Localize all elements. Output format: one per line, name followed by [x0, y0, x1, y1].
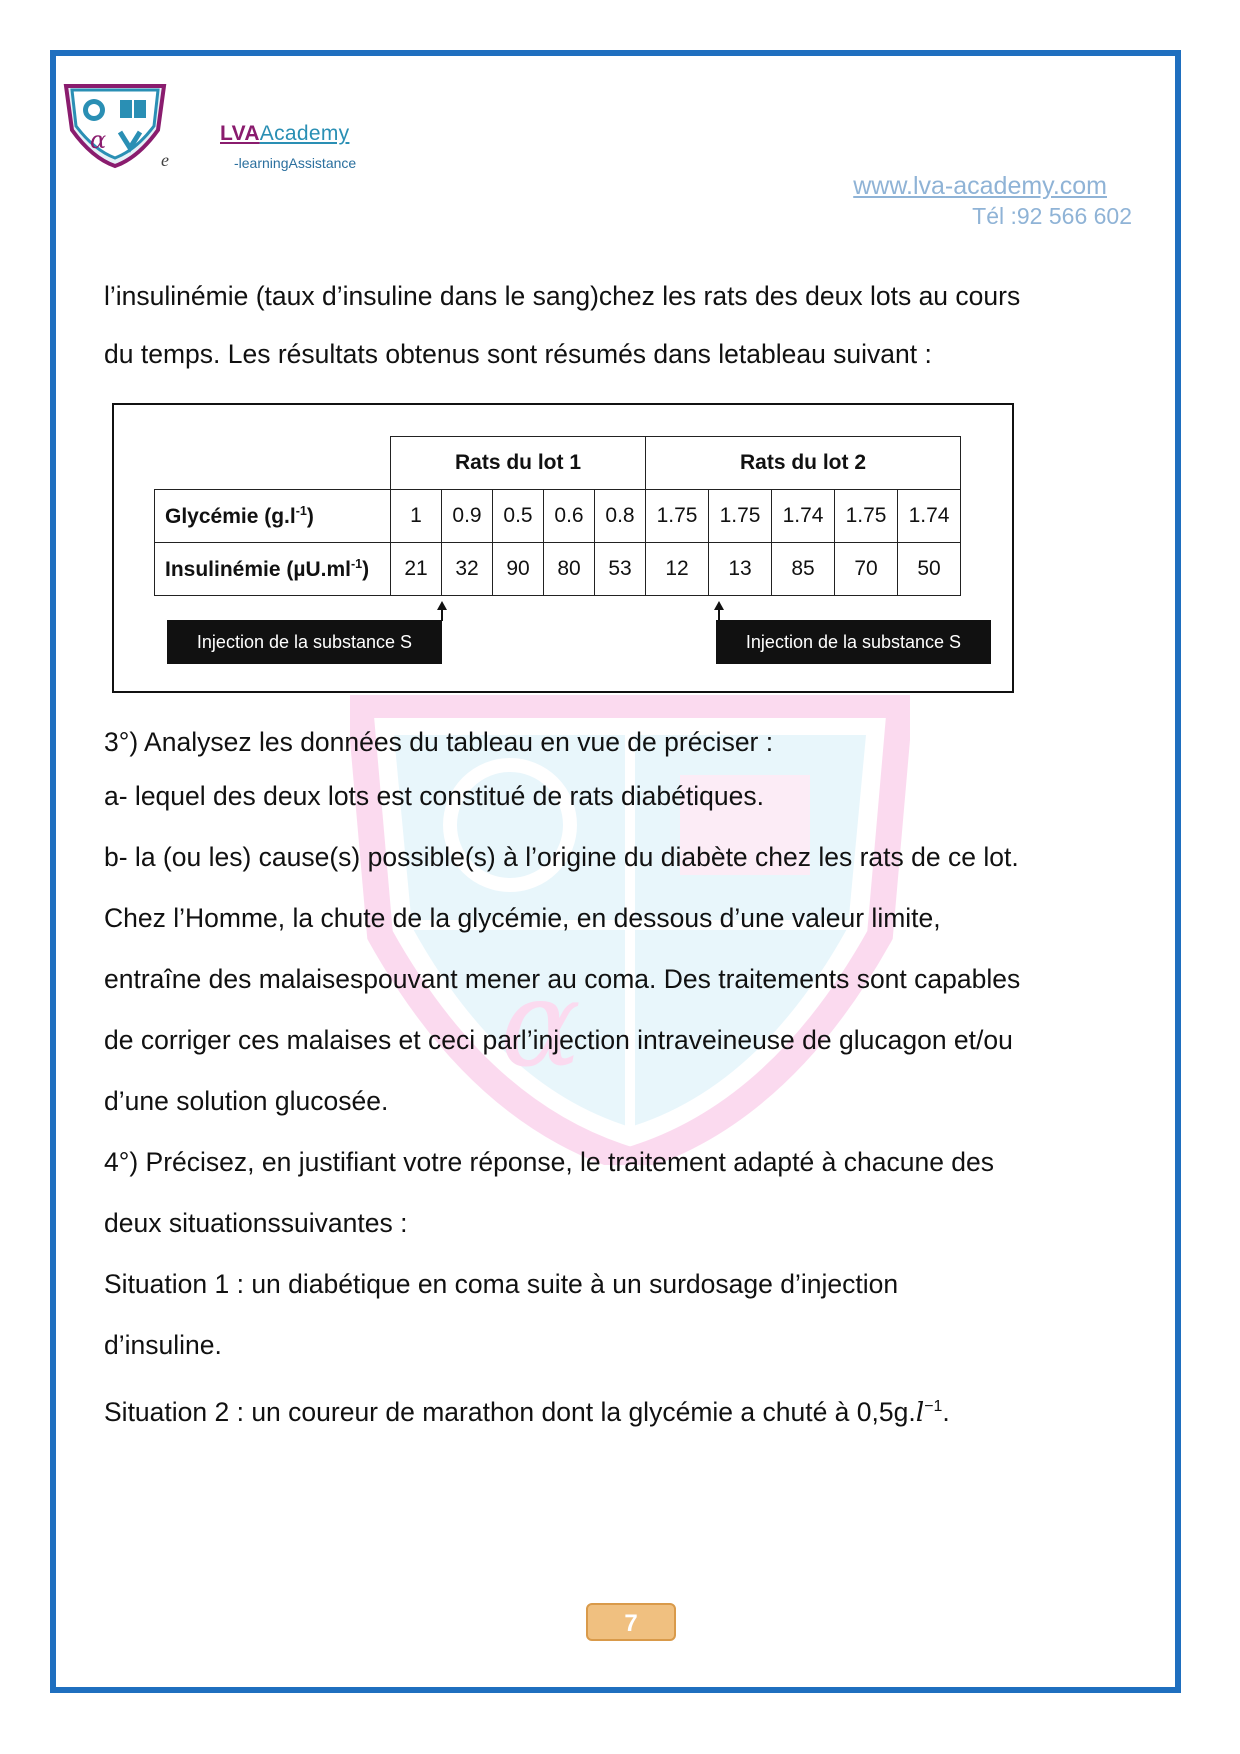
cell: 0.8: [595, 490, 646, 543]
context-line-1: Chez l’Homme, la chute de la glycémie, en dessous d’une valeur limite,: [104, 903, 941, 933]
cell: 13: [709, 543, 772, 596]
cell: 21: [391, 543, 442, 596]
cell: 1: [391, 490, 442, 543]
cell: 0.5: [493, 490, 544, 543]
question-4-line-2: deux situationssuivantes :: [104, 1208, 408, 1238]
brand-e: e: [161, 150, 169, 170]
cell: 80: [544, 543, 595, 596]
question-3a: a- lequel des deux lots est constitué de rats diabétiques.: [104, 781, 764, 811]
situation-1-line-2: d’insuline.: [104, 1330, 222, 1360]
row-label-insulinemie: Insulinémie $(\mu U.ml^{-1})$: [155, 543, 391, 596]
question-3b: b- la (ou les) cause(s) possible(s) à l’origine du diabète chez les rats de ce lot.: [104, 842, 1019, 872]
header-lot-1: Rats du lot 1: [391, 437, 646, 490]
situation-1-line-1: Situation 1 : un diabétique en coma suite à un surdosage d’injection: [104, 1269, 899, 1299]
table-corner: [155, 437, 391, 490]
svg-text:α: α: [90, 126, 107, 154]
cell: 50: [898, 543, 961, 596]
situation-2-period: .: [942, 1396, 950, 1427]
cell: 1.74: [772, 490, 835, 543]
phone-number: Tél :92 566 602: [972, 203, 1132, 229]
brand-lva: LVA: [220, 122, 260, 145]
injection-label-lot-2: Injection de la substance S: [716, 620, 991, 664]
cell: 53: [595, 543, 646, 596]
svg-text:α: α: [500, 955, 582, 1094]
cell: 85: [772, 543, 835, 596]
cell: 32: [442, 543, 493, 596]
brand-academy: Academy: [259, 122, 350, 145]
brand-tagline: -learningAssistance: [234, 155, 357, 171]
cell: 0.9: [442, 490, 493, 543]
cell: 1.75: [709, 490, 772, 543]
question-3: 3°) Analysez les données du tableau en vue de préciser :: [104, 727, 774, 757]
intro-line-2: du temps. Les résultats obtenus sont résumés dans letableau suivant :: [104, 339, 932, 369]
situation-2-text: Situation 2 : un coureur de marathon dont la glycémie a chuté à 0,5g.: [104, 1396, 916, 1427]
cell: 70: [835, 543, 898, 596]
row-label-glycemie: Glycémie $(g.l^{-1})$: [155, 490, 391, 543]
situation-2-exponent: −1: [924, 1398, 943, 1415]
situation-2: [104, 1376, 950, 1443]
cell: 12: [646, 543, 709, 596]
intro-line-1: l’insulinémie (taux d’insuline dans le sang)chez les rats des deux lots au cours: [104, 281, 1021, 311]
injection-label-lot-1: Injection de la substance S: [167, 620, 442, 664]
table-row-insulinemie: [155, 543, 961, 596]
context-line-3: de corriger ces malaises et ceci parl’injection intraveineuse de glucagon et/ou: [104, 1025, 1013, 1055]
cell: 90: [493, 543, 544, 596]
results-table: [112, 403, 1014, 693]
context-line-2: entraîne des malaisespouvant mener au coma. Des traitements sont capables: [104, 964, 1021, 994]
page-number-badge: 7: [586, 1603, 676, 1641]
situation-2-unit: l: [915, 1396, 925, 1428]
website-link[interactable]: www.lva-academy.com: [853, 172, 1107, 200]
brand-name: [220, 122, 349, 146]
table-row-glycemie: [155, 490, 961, 543]
cell: 0.6: [544, 490, 595, 543]
cell: 1.75: [646, 490, 709, 543]
glycemia-insulinemia-table: [154, 436, 961, 596]
context-line-4: d’une solution glucosée.: [104, 1086, 389, 1116]
cell: 1.74: [898, 490, 961, 543]
cell: 1.75: [835, 490, 898, 543]
header-lot-2: Rats du lot 2: [646, 437, 961, 490]
question-4-line-1: 4°) Précisez, en justifiant votre réponse, le traitement adapté à chacune des: [104, 1147, 995, 1177]
lva-logo-icon: [58, 80, 173, 170]
